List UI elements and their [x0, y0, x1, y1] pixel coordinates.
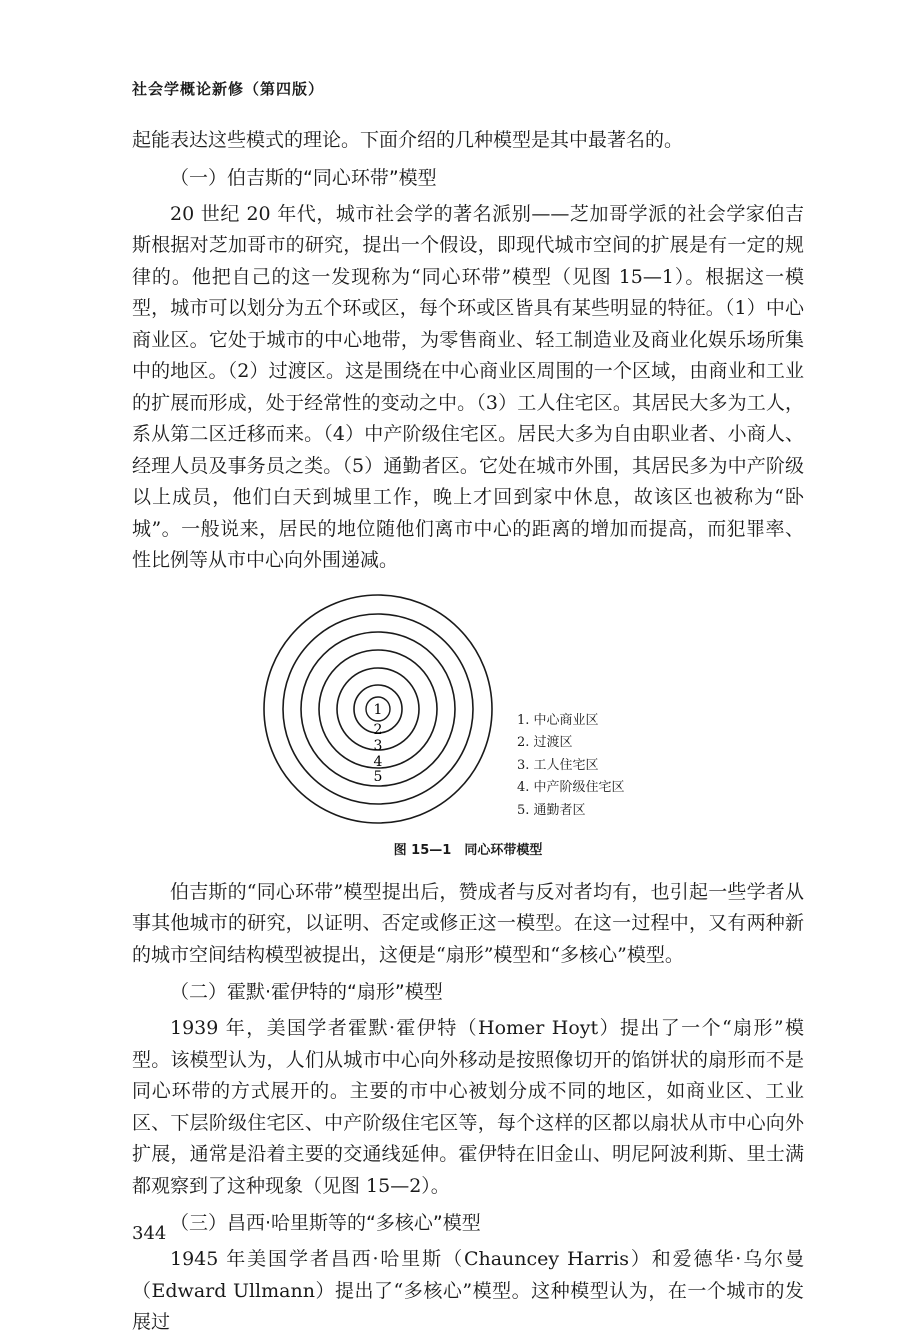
concentric-zone-figure — [132, 577, 804, 877]
legend-item: 3. 工人住宅区 — [517, 757, 599, 773]
figure-legend — [517, 710, 625, 823]
zone-label-2: 2 — [373, 721, 383, 738]
legend-item: 2. 过渡区 — [517, 735, 573, 750]
after-figure-paragraph: 伯吉斯的“同心环带”模型提出后，赞成者与反对者均有，也引起一些学者从事其他城市的研究，以证明、否定或修正这一模型。在这一过程中，又有两种新的城市空间结构模型被提出，这便是“扇形”模型和“多核心”模型。 — [132, 880, 804, 966]
zone-label-4: 4 — [373, 753, 383, 770]
intro-paragraph: 起能表达这些模式的理论。下面介绍的几种模型是其中最著名的。 — [132, 129, 684, 151]
section-heading-1: （一）伯吉斯的“同心环带”模型 — [170, 166, 437, 189]
zone-label-5: 5 — [373, 768, 383, 785]
section-paragraph-3: 1945 年美国学者昌西·哈里斯（Chauncey Harris）和爱德华·乌尔曼（Edward Ullmann）提出了“多核心”模型。这种模型认为，在一个城市的发展过 — [132, 1248, 804, 1333]
page-number: 344 — [132, 1223, 167, 1244]
zone-label-3: 3 — [373, 737, 383, 754]
section-paragraph-1: 20 世纪 20 年代，城市社会学的著名派别——芝加哥学派的社会学家伯吉斯根据对芝加哥市的研究，提出一个假设，即现代城市空间的扩展是有一定的规律的。他把自己的这一发现称为“同心环带”模型（见图 15—1）。根据这一模型，城市可以划分为五个环或区，每个环或区皆具有某些明显的特征。（1）中心商业区。它处于城市的中心地带，为零售商业、轻工制造业及商业化娱乐场所集中的地区。（2）过渡区。这是围绕在中心商业区周围的一个区域，由商业和工业的扩展而形成，处于经常性的变动之中。（3）工人住宅区。其居民大多为工人，系从第二区迁移而来。（4）中产阶级住宅区。居民大多为自由职业者、小商人、经理人员及事务员之类。（5）通勤者区。它处在城市外围，其居民多为中产阶级以上成员，他们白天到城里工作，晚上才回到家中休息，故该区也被称为“卧城”。一般说来，居民的地位随他们离市中心的距离的增加而提高，而犯罪率、性比例等从市中心向外围递减。 — [132, 202, 804, 571]
running-head: 社会学概论新修（第四版） — [132, 80, 325, 98]
legend-item: 1. 中心商业区 — [517, 712, 599, 728]
section-heading-2: （二）霍默·霍伊特的“扇形”模型 — [170, 981, 443, 1003]
concentric-rings-diagram — [262, 593, 494, 825]
zone-label-1: 1 — [373, 701, 383, 718]
legend-item: 5. 通勤者区 — [517, 802, 586, 818]
section-heading-3: （三）昌西·哈里斯等的“多核心”模型 — [170, 1212, 481, 1234]
figure-caption: 图 15—1 同心环带模型 — [393, 842, 543, 858]
legend-item: 4. 中产阶级住宅区 — [517, 780, 625, 795]
page-body — [132, 125, 804, 1339]
section-paragraph-2: 1939 年，美国学者霍默·霍伊特（Homer Hoyt）提出了一个“扇形”模型。该模型认为，人们从城市中心向外移动是按照像切开的馅饼状的扇形而不是同心环带的方式展开的。主要的市中心被划分成不同的地区，如商业区、工业区、下层阶级住宅区、中产阶级住宅区等，每个这样的区都以扇状从市中心向外扩展，通常是沿着主要的交通线延伸。霍伊特在旧金山、明尼阿波利斯、里士满都观察到了这种现象（见图 15—2）。 — [132, 1017, 804, 1197]
